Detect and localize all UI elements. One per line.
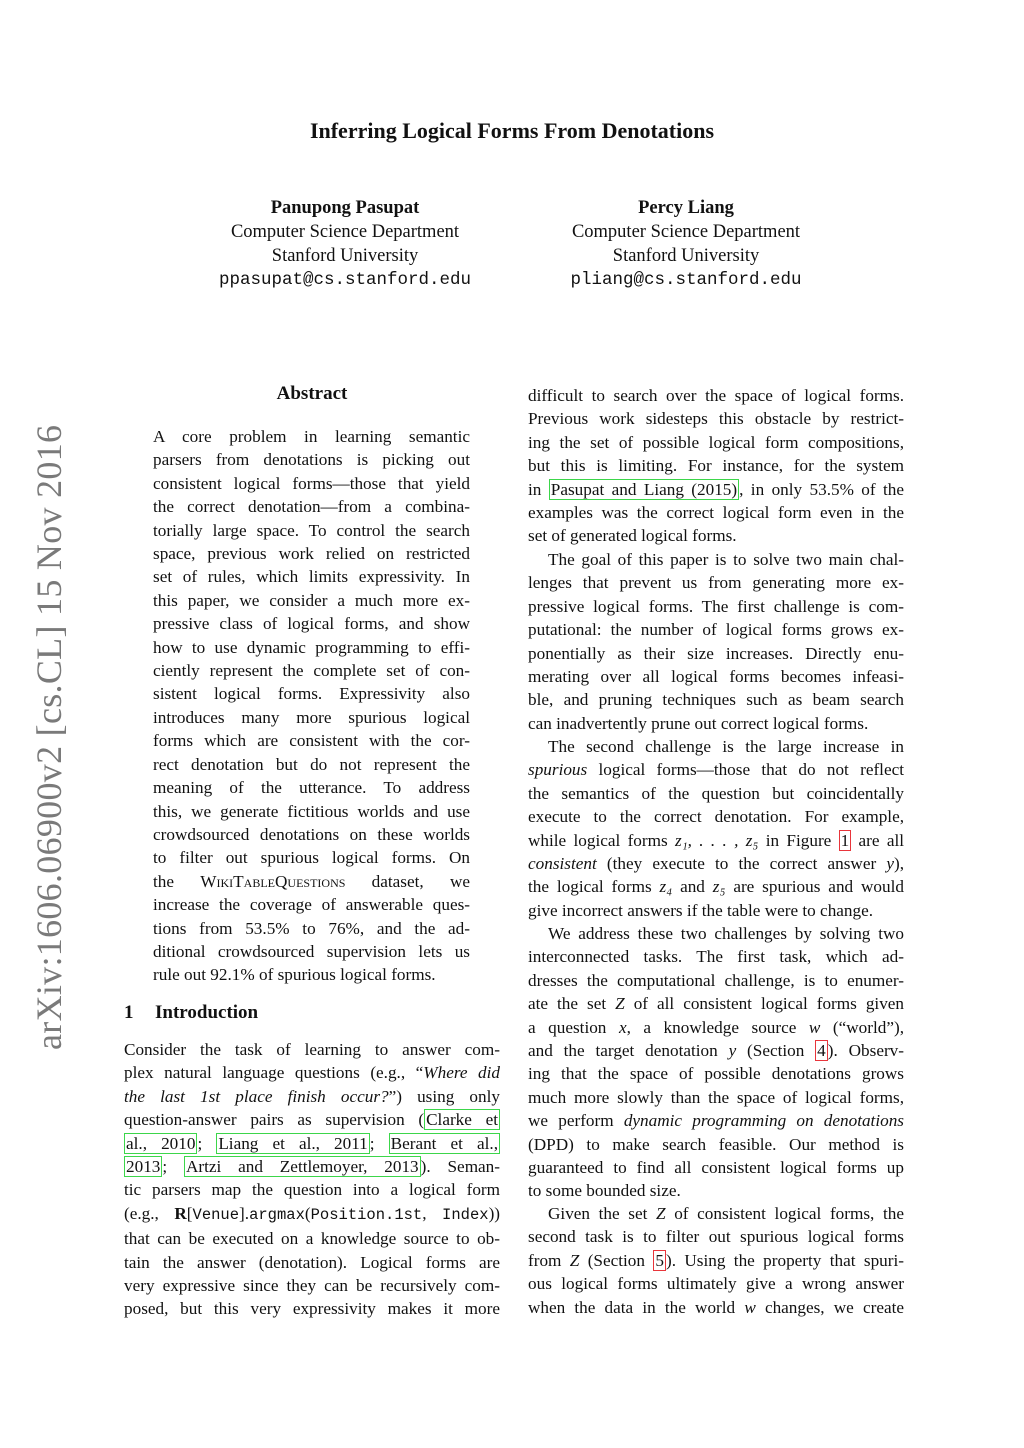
right-column-p3: [528, 735, 904, 922]
text-line: execute to the correct denotation. For example,: [528, 807, 904, 827]
text-line: torially large space. To control the search: [153, 520, 470, 540]
section-title: Introduction: [155, 1002, 259, 1023]
text-line: the last 1st place finish occur?”) using only: [124, 1086, 500, 1106]
text-line: the semantics of the question but coincidentally: [528, 783, 904, 803]
text-line: A core problem in learning semantic: [153, 427, 470, 446]
text-line: question-answer pairs as supervision ( Clarke et: [124, 1110, 498, 1130]
text-line: much more slowly than the space of logical forms,: [528, 1087, 904, 1107]
citation-link[interactable]: Artzi and Zettlemoyer, 2013: [186, 1157, 419, 1177]
right-column-p1: [528, 384, 904, 548]
text-line: Previous work sidesteps this obstacle by restrict-: [528, 409, 904, 429]
text-line: ous logical forms ultimately give a wrong answer: [528, 1274, 904, 1294]
author-email[interactable]: pliang@cs.stanford.edu: [570, 270, 802, 290]
text-line: this, we generate fictitious worlds and use: [153, 801, 470, 821]
intro-paragraph: [124, 1038, 500, 1321]
text-line: ciently represent the complete set of con-: [153, 661, 470, 681]
abstract-heading: Abstract: [276, 383, 348, 404]
text-line: give incorrect answers if the table were to change.: [528, 900, 874, 920]
text-line: plex natural language questions (e.g., “Where did: [124, 1063, 500, 1083]
citation-link[interactable]: Berant et al.,: [390, 1133, 499, 1153]
author-block-2: [516, 196, 856, 292]
author-name: Percy Liang: [638, 198, 734, 218]
citation-link[interactable]: Liang et al., 2011: [218, 1133, 368, 1153]
text-line: the WikiTableQuestions dataset, we: [153, 871, 471, 891]
text-line: this paper, we consider a much more ex-: [153, 590, 470, 610]
citation-link[interactable]: Clarke et: [426, 1110, 498, 1130]
text-line: a question x, a knowledge source w (“world”),: [528, 1017, 904, 1037]
text-line: second task is to filter out spurious logical forms: [528, 1227, 904, 1247]
paper-title: Inferring Logical Forms From Denotations: [309, 118, 715, 143]
text-line: introduces many more spurious logical: [153, 707, 470, 727]
text-line: tain the answer (denotation). Logical forms are: [124, 1252, 500, 1272]
text-line: consistent logical forms—those that yield: [153, 473, 470, 493]
arxiv-stamp: arXiv:1606.06900v2 [cs.CL] 15 Nov 2016: [29, 424, 69, 1050]
text-line: ponentially as their size increases. Directly enu-: [528, 643, 904, 663]
text-line: consistent (they execute to the correct answer y),: [528, 854, 904, 874]
text-line: set of rules, which limits expressivity. In: [153, 567, 470, 587]
text-line: that can be executed on a knowledge source to ob-: [124, 1229, 500, 1249]
text-line: We address these two challenges by solving two: [548, 924, 904, 943]
text-line: ate the set Z of all consistent logical forms given: [528, 994, 905, 1014]
text-line: guaranteed to find all consistent logical forms up: [528, 1158, 904, 1178]
text-line: pressive logical forms. The first challenge is com-: [528, 596, 904, 616]
text-line: to filter out spurious logical forms. On: [153, 848, 470, 868]
text-line: sistent logical forms. Expressivity also: [153, 684, 470, 704]
text-line: in Pasupat and Liang (2015) , in only 53.5% of the: [528, 479, 904, 499]
text-line: rule out 92.1% of spurious logical forms.: [153, 965, 436, 985]
text-line: difficult to search over the space of logical forms.: [528, 386, 904, 405]
text-line: examples was the correct logical form even in the: [528, 503, 904, 523]
text-line: posed, but this very expressivity makes it more: [124, 1299, 500, 1319]
text-line: pressive class of logical forms, and show: [153, 614, 470, 634]
abstract-body: [153, 425, 470, 987]
text-line: while logical forms z₁, . . . , z₅ in Figure 1 are all: [528, 830, 905, 850]
section-number: 1: [124, 1002, 134, 1023]
text-line: putational: the number of logical forms grows ex-: [528, 620, 904, 640]
text-line: Consider the task of learning to answer com-: [124, 1040, 500, 1059]
section-heading-introduction: [124, 1002, 258, 1024]
text-line: to some bounded size.: [528, 1181, 681, 1201]
text-line: increase the coverage of answerable ques-: [153, 895, 470, 915]
logical-form-example: (e.g., R[Venue].argmax(Position.1st, Index)): [124, 1203, 501, 1224]
text-line: tic parsers map the question into a logical form: [124, 1180, 500, 1200]
text-line: space, previous work relied on restricted: [153, 544, 470, 564]
text-line: (DPD) to make search feasible. Our method is: [528, 1134, 904, 1154]
text-line: ing that the space of possible denotations grows: [528, 1064, 904, 1084]
text-line: the correct denotation—from a combina-: [153, 497, 470, 517]
text-line: spurious logical forms—those that do not reflect: [528, 760, 904, 780]
text-line: 2013 ; Artzi and Zettlemoyer, 2013 ). Seman-: [126, 1157, 501, 1177]
citation-link[interactable]: 2013: [126, 1157, 161, 1177]
author-block-1: [175, 196, 515, 292]
text-line: parsers from denotations is picking out: [153, 450, 470, 470]
section-ref-link[interactable]: 5: [655, 1250, 664, 1270]
text-line: can inadvertently prune out correct logical forms.: [528, 713, 869, 733]
author-department: Computer Science Department: [230, 222, 460, 242]
author-name: Panupong Pasupat: [270, 198, 420, 218]
example-question: Where did: [423, 1063, 500, 1083]
text-line: lenges that prevent us from generating more ex-: [528, 573, 904, 593]
text-line: dresses the computational challenge, is to enumer-: [528, 970, 904, 990]
text-line: and the target denotation y (Section 4 ). Observ-: [528, 1041, 904, 1061]
text-line: The goal of this paper is to solve two main chal-: [548, 550, 904, 569]
text-line: ing the set of possible logical form compositions,: [528, 432, 904, 452]
section-ref-link[interactable]: 4: [817, 1041, 826, 1061]
text-line: interconnected tasks. The first task, which ad-: [528, 947, 904, 967]
right-column-p5: [528, 1202, 904, 1319]
text-line: merating over all logical forms becomes infeasi-: [528, 667, 904, 687]
text-line: but this is limiting. For instance, for the system: [528, 456, 904, 476]
author-email[interactable]: ppasupat@cs.stanford.edu: [218, 270, 472, 290]
figure-ref-link[interactable]: 1: [840, 830, 850, 850]
text-line: forms which are consistent with the cor-: [153, 731, 470, 751]
text-line: meaning of the utterance. To address: [153, 778, 470, 798]
right-column-p2: [528, 548, 904, 735]
citation-link[interactable]: Pasupat and Liang (2015): [550, 479, 738, 499]
citation-link[interactable]: al., 2010: [126, 1133, 196, 1153]
text-line: ditional crowdsourced supervision lets us: [153, 941, 470, 961]
author-department: Computer Science Department: [571, 222, 801, 242]
text-line: very expressive since they can be recursively com-: [124, 1276, 500, 1296]
text-line: al., 2010 ; Liang et al., 2011 ; Berant et al.,: [126, 1133, 499, 1153]
text-line: when the data in the world w changes, we create: [528, 1297, 904, 1317]
author-university: Stanford University: [271, 246, 419, 266]
text-line: rect denotation but do not represent the: [153, 754, 470, 774]
text-line: tions from 53.5% to 76%, and the ad-: [153, 918, 470, 938]
text-line: from Z (Section 5 ). Using the property that spuri-: [528, 1250, 904, 1270]
dataset-name: WikiTableQuestions: [200, 871, 346, 891]
author-university: Stanford University: [612, 246, 760, 266]
text-line: The second challenge is the large increase in: [548, 737, 904, 756]
example-question: the last 1st place finish occur?: [124, 1086, 389, 1106]
right-column-p4: [528, 922, 904, 1203]
text-line: Given the set Z of consistent logical forms, the: [548, 1204, 904, 1223]
text-line: set of generated logical forms.: [528, 526, 737, 546]
text-line: ble, and pruning techniques such as beam search: [528, 690, 904, 710]
text-line: the logical forms z₄ and z₅ are spurious and would: [528, 877, 904, 897]
text-line: crowdsourced denotations on these worlds: [153, 824, 470, 844]
text-line: how to use dynamic programming to effi-: [153, 637, 470, 657]
text-line: we perform dynamic programming on denotations: [528, 1111, 904, 1131]
